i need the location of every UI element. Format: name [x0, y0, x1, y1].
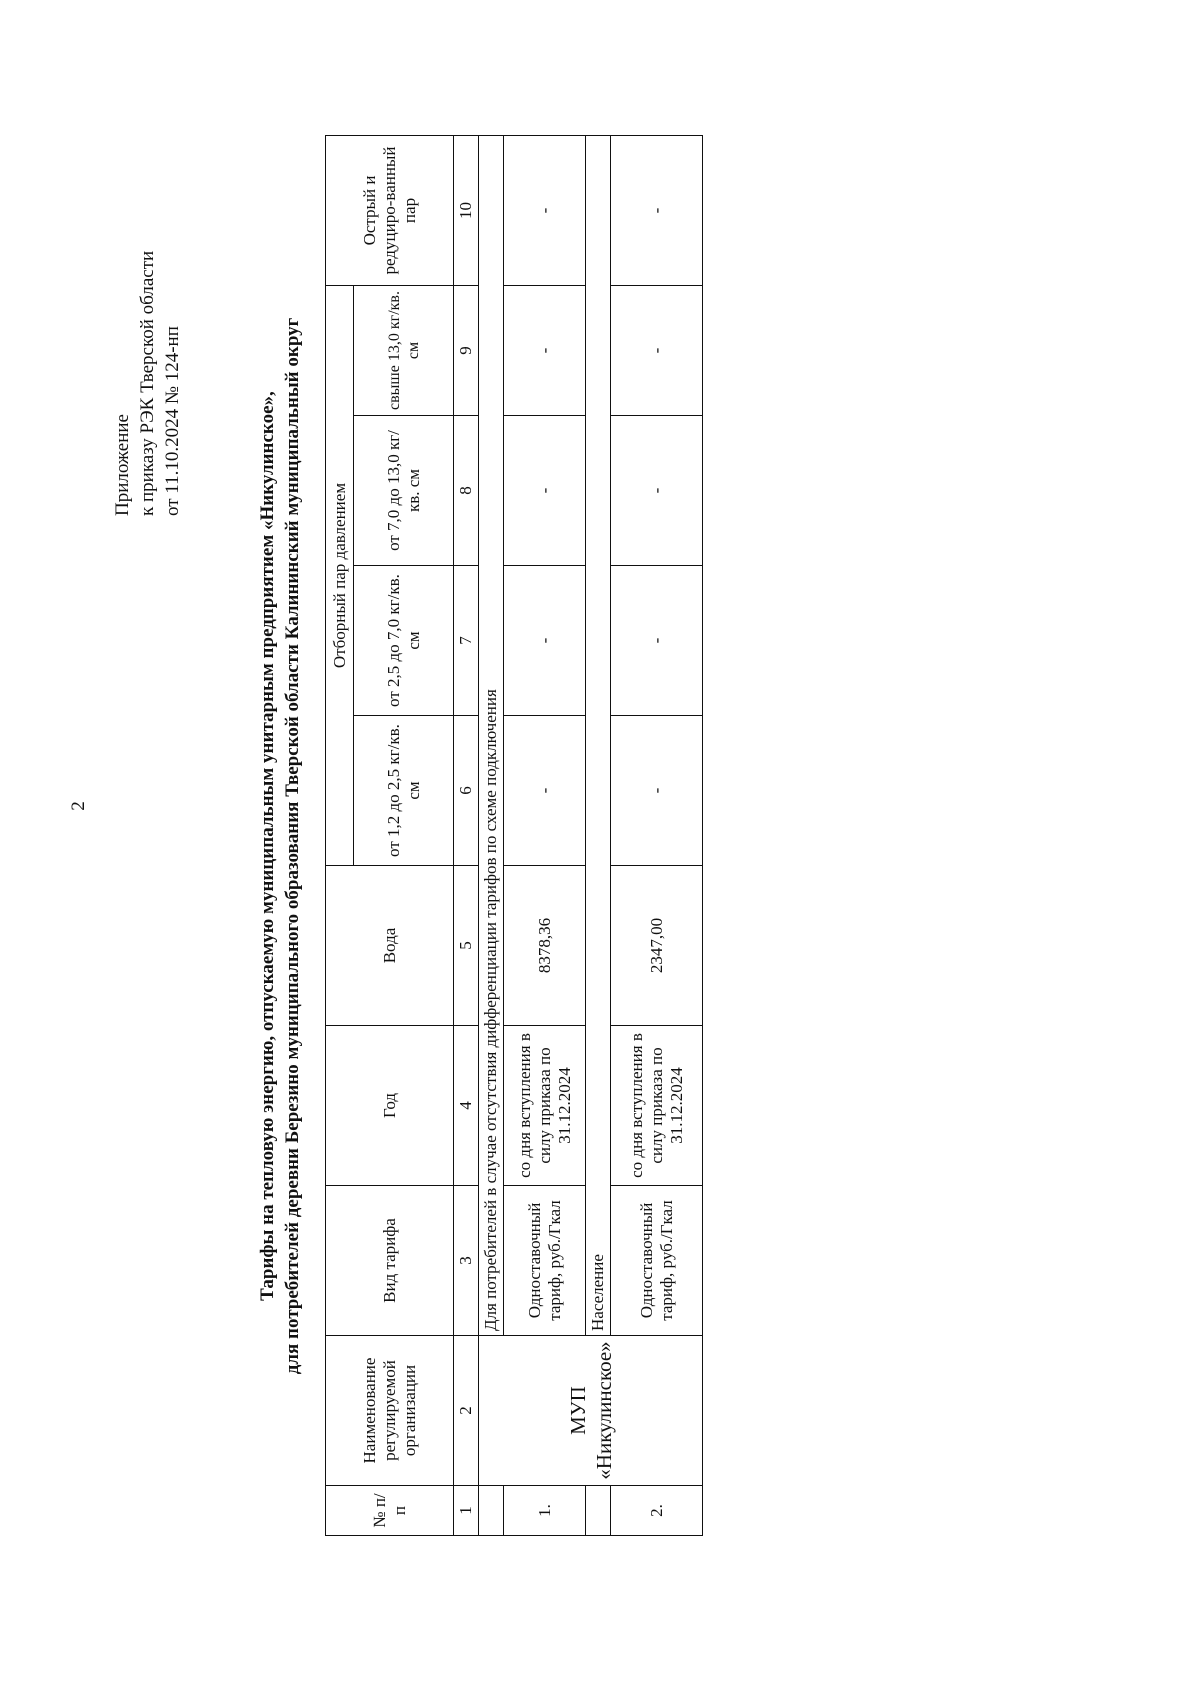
appendix-line-1: Приложение: [112, 414, 133, 516]
column-number-row: [454, 135, 479, 1535]
tariff-table: [325, 135, 703, 1536]
header-steam-4: свыше 13,0 кг/кв. см: [354, 285, 454, 415]
table-row: [611, 135, 703, 1535]
section-row-population: [586, 135, 611, 1535]
header-row-1: [326, 135, 354, 1535]
row-steam-3: -: [611, 416, 703, 566]
page-number: 2: [68, 801, 89, 811]
row-steam-2: -: [611, 566, 703, 716]
section-label-consumers: Для потребителей в случае отсутствия дифференциации тарифов по схеме подключения: [479, 135, 504, 1335]
row-steam-4: -: [611, 285, 703, 415]
row-num: 2.: [611, 1486, 703, 1536]
row-steam-4: -: [504, 285, 586, 415]
row-sharp-steam: -: [611, 135, 703, 285]
header-organization: Наименование регулируемой организации: [326, 1336, 454, 1486]
row-num: 1.: [504, 1486, 586, 1536]
title-line-1: Тарифы на тепловую энергию, отпускаемую муниципальным унитарным предприятием «Никулинское»,: [257, 391, 278, 1301]
column-number: 2: [454, 1336, 479, 1486]
row-steam-1: -: [611, 716, 703, 866]
row-year: со дня вступления в силу приказа по 31.12.2024: [504, 1026, 586, 1186]
organization-name-line-1: МУП: [565, 1386, 590, 1435]
column-number: 9: [454, 285, 479, 415]
appendix-line-2: к приказу РЭК Тверской области: [137, 250, 158, 516]
appendix-block: [110, 156, 185, 516]
header-tariff-type: Вид тарифа: [326, 1186, 454, 1336]
section-empty-cell: [586, 1486, 611, 1536]
header-steam-2: от 2,5 до 7,0 кг/кв. см: [354, 566, 454, 716]
section-label-population: Население: [586, 135, 611, 1335]
header-steam-3: от 7,0 до 13,0 кг/кв. см: [354, 416, 454, 566]
row-year: со дня вступления в силу приказа по 31.12.2024: [611, 1026, 703, 1186]
column-number: 6: [454, 716, 479, 866]
header-num: № п/ п: [326, 1486, 454, 1536]
header-water: Вода: [326, 866, 454, 1026]
document-title: [255, 146, 305, 1546]
header-steam-group: Отборный пар давлением: [326, 285, 354, 865]
row-steam-1: -: [504, 716, 586, 866]
column-number: 3: [454, 1186, 479, 1336]
row-steam-2: -: [504, 566, 586, 716]
section-row-consumers: [479, 135, 504, 1535]
row-tariff-type: Одноставочный тариф, руб./Гкал: [611, 1186, 703, 1336]
header-steam-1: от 1,2 до 2,5 кг/кв. см: [354, 716, 454, 866]
section-empty-cell: [479, 1486, 504, 1536]
row-steam-3: -: [504, 416, 586, 566]
row-sharp-steam: -: [504, 135, 586, 285]
column-number: 7: [454, 566, 479, 716]
row-water: 8378,36: [504, 866, 586, 1026]
column-number: 4: [454, 1026, 479, 1186]
column-number: 10: [454, 135, 479, 285]
table-row: [504, 135, 586, 1535]
appendix-line-3: от 11.10.2024 № 124-нп: [162, 326, 183, 516]
organization-cell: [479, 1336, 703, 1486]
header-sharp-steam: Острый и редуциро-ванный пар: [326, 135, 454, 285]
row-tariff-type: Одноставочный тариф, руб./Гкал: [504, 1186, 586, 1336]
title-line-2: для потребителей деревни Березино муниципального образования Тверской области Калининский муниципальный округ: [282, 317, 303, 1375]
column-number: 5: [454, 866, 479, 1026]
organization-name-line-2: «Никулинское»: [591, 1341, 616, 1480]
header-year: Год: [326, 1026, 454, 1186]
column-number: 1: [454, 1486, 479, 1536]
column-number: 8: [454, 416, 479, 566]
row-water: 2347,00: [611, 866, 703, 1026]
